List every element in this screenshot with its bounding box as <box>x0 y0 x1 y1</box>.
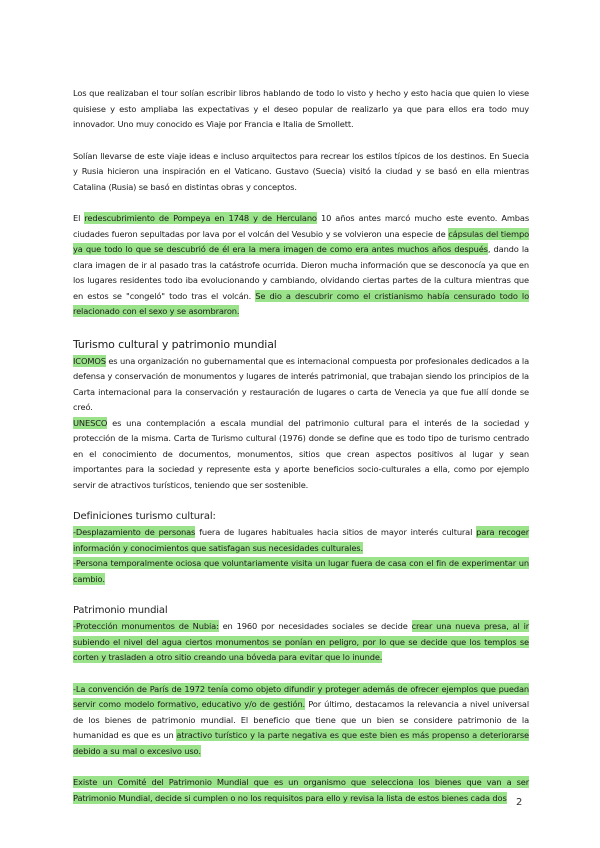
text-run: El <box>73 213 85 223</box>
text-run: , dando la clara imagen de ir al pasado tras la catástrofe ocurrida. Dieron mucha información que se desconocía ya que en los lugares residentes todo iba evolucionando y cambiando, olvidando ciertas partes de la cultura mientras que en estos se "congeló" todo tras el volcán. <box>73 244 529 301</box>
text-run: 10 años antes marcó mucho este evento. Ambas ciudades fueron sepultadas por lava por el volcán del Vesubio y se volvieron una especie de <box>73 213 529 239</box>
section-title-turismo-cultural: Turismo cultural y patrimonio mundial <box>73 337 277 351</box>
highlight-nubia: -Protección monumentos de Nubia: <box>73 621 219 631</box>
section-title-patrimonio-mundial: Patrimonio mundial <box>73 605 168 616</box>
highlight-recoger-informacion: para recoger información y conocimientos que satisfagan sus necesidades culturales. <box>73 527 529 553</box>
definition-desplazamiento <box>73 525 529 556</box>
highlight-desplazamiento: -Desplazamiento de personas <box>73 527 196 537</box>
paragraph-architects: Solían llevarse de este viaje ideas e incluso arquitectos para recrear los estilos típicos de los destinos. En Suecia y Rusia hicieron una inspiración en el Vaticano. Gustavo (Suecia) visitó la ciudad y se basó en ella mientras Catalina (Rusia) se basó en distintas obras y conceptos. <box>73 150 529 192</box>
text-run: en 1960 por necesidades sociales se decide <box>218 621 412 631</box>
paragraph-unesco <box>73 416 529 494</box>
paragraph-grand-tour-books: Los que realizaban el tour solían escribir libros hablando de todo lo visto y hecho y esto hacia que quien lo viese quisiese y esto ampliaba las expectativas y el deseo popular de realizarlo ya que para ellos era todo muy innovador. Uno muy conocido es Viaje por Francia e Italia de Smollett. <box>73 88 529 129</box>
highlight-capsulas: cápsulas del tiempo ya que todo lo que se descubrió de él era la mera imagen de como era antes muchos años después <box>73 228 529 254</box>
highlight-cristianismo: Se dio a descubrir como el cristianismo había censurado todo lo relacionado con el sexo y se asombraron. <box>73 290 529 316</box>
page-number: 2 <box>516 797 523 808</box>
paragraph-nubia <box>73 619 529 666</box>
paragraph-convencion-paris <box>73 682 529 760</box>
text-run: es una contemplación a escala mundial del patrimonio cultural para el interés de la sociedad y protección de la misma. Carta de Turismo cultural (1976) donde se define que es todo tipo de turismo centrado en el conocimiento de documentos, monumentos, sitios que crean aspectos positivos al lugar y sean importantes para la sociedad y represente esta y aporte beneficios socio-culturales a ella, como por ejemplo servir de atractivos turísticos, teniendo que ser sostenible. <box>73 417 529 490</box>
highlight-unesco: UNESCO <box>73 417 108 428</box>
highlight-convencion-paris: -La convención de París de 1972 tenía como objeto difundir y proteger además de ofrecer ejemplos que puedan servir como modelo formativo, educativo y/o de gestión. <box>73 683 529 709</box>
highlight-icomos: ICOMOS <box>73 355 106 366</box>
highlight-atractivo-turistico: atractivo turístico y la parte negativa es que este bien es más propenso a deteriorarse debido a su mal o excesivo uso. <box>73 730 529 756</box>
highlight-pompeya: redescubrimiento de Pompeya en 1748 y de Herculano <box>84 213 317 223</box>
paragraph-icomos <box>73 354 529 416</box>
section-title-definiciones: Definiciones turismo cultural: <box>73 511 216 522</box>
text-run: es una organización no gubernamental que es internacional compuesta por profesionales dedicados a la defensa y conservación de monumentos y lugares de interés patrimonial, que trabajan siendo los principios de la Carta internacional para la conservación y restauración de lugares o carta de Venecia ya que fue allí donde se creó. <box>73 355 529 412</box>
document-page <box>73 86 529 806</box>
definition-persona-ociosa <box>73 556 529 587</box>
highlight-persona-ociosa: -Persona temporalmente ociosa que voluntariamente visita un lugar fuera de casa con el fin de experimentar un cambio. <box>73 558 529 584</box>
paragraph-comite <box>73 775 529 806</box>
paragraph-pompeya <box>73 211 529 320</box>
highlight-nueva-presa: crear una nueva presa, al ir subiendo el nivel del agua ciertos monumentos se ponían en peligro, por lo que se decide que los templos se corten y trasladen a otro sitio creando una bóveda para evitar que lo inunde. <box>73 621 529 662</box>
highlight-comite: Existe un Comité del Patrimonio Mundial que es un organismo que selecciona los bienes que van a ser Patrimonio Mundial, decide si cumplen o no los requisitos para ello y revisa la lista de estos bienes cada dos <box>73 777 529 803</box>
text-run: fuera de lugares habituales hacia sitios de mayor interés cultural <box>195 527 477 537</box>
text-run: Por último, destacamos la relevancia a nivel universal de los bienes de patrimonio mundial. El beneficio que tiene que un bien se considere patrimonio de la humanidad es que es un <box>73 699 529 740</box>
